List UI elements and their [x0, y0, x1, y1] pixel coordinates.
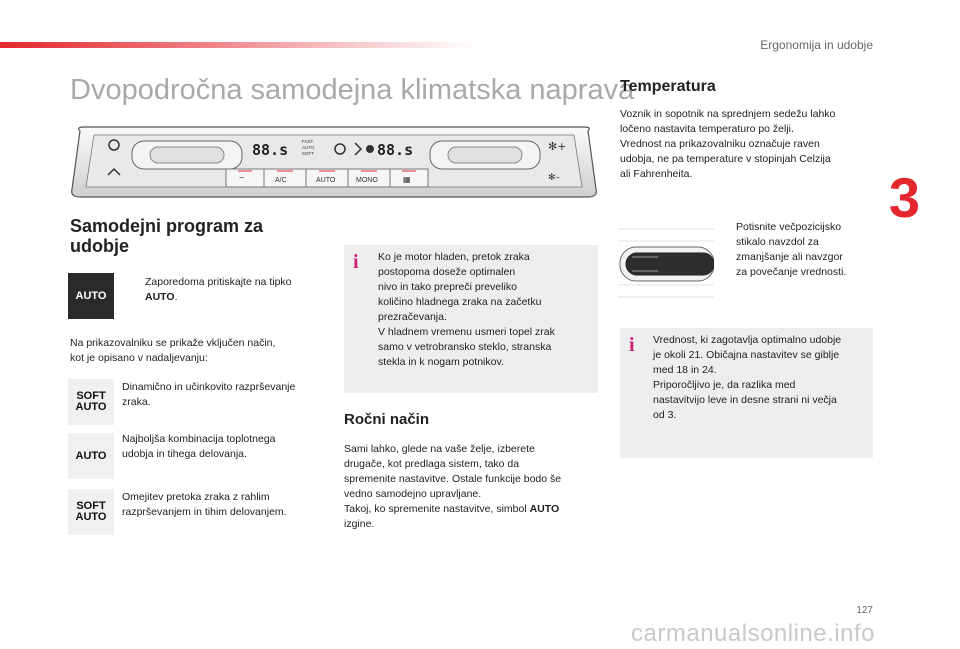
svg-text:FAST: FAST [302, 139, 314, 144]
fan-minus-icon: ✻– [548, 173, 561, 183]
info-icon: i [629, 334, 635, 356]
mode-description: Dinamično in učinkovito razprševanje zraka. [122, 381, 296, 408]
chapter-number: 3 [888, 166, 920, 229]
temperature-slider-illustration [618, 225, 714, 303]
info-box-cold-engine [344, 245, 598, 393]
info-box-temperature [620, 328, 873, 458]
page-number: 127 [856, 605, 873, 616]
temperature-instruction: Potisnite večpozicijsko stikalo navzdol za zmanjšanje ali navzgor za povečanje vrednosti. [736, 221, 847, 278]
fan-plus-icon: ✻+ [548, 140, 567, 153]
svg-text:SOFT: SOFT [302, 151, 314, 156]
windscreen-demist-icon: ⌔ [238, 175, 246, 184]
right-temp-display: 88.s [377, 141, 414, 159]
page-title: Dvopodročna samodejna klimatska naprava [70, 74, 635, 106]
section-title: Ergonomija in udobje [760, 38, 873, 52]
soft-auto-badge: SOFT AUTO [68, 489, 114, 535]
auto-button-label: AUTO [316, 177, 336, 184]
mono-button-label: MONO [356, 177, 378, 184]
manual-mode-text: Sami lahko, glede na vaše želje, izberete drugače, kot predlaga sistem, tako da spremenite nastavitve. Ostale funkcije bodo še vedno samodejno upravljane. Takoj, ko spremenite nastavitve, simbol AUTO izgine. [344, 443, 562, 530]
auto-mode-badge: AUTO [68, 433, 114, 479]
auto-instruction: Zaporedoma pritiskajte na tipko AUTO. [145, 276, 292, 303]
mode-description: Omejitev pretoka zraka z rahlim razprševanjem in tihim delovanjem. [122, 491, 287, 518]
temperature-text: Voznik in sopotnik na sprednjem sedežu lahko ločeno nastavita temperaturo po želji. Vrednost na prikazovalniku označuje raven udobja, ne pa temperature v stopinjah Celzija ali Fahrenheita. [620, 108, 836, 180]
climate-control-panel [70, 125, 598, 199]
ac-button-label: A/C [275, 177, 287, 184]
soft-auto-badge: SOFT AUTO [68, 379, 114, 425]
left-temp-display: 88.s [252, 141, 289, 159]
watermark: carmanualsonline.info [631, 620, 875, 647]
info-text: Vrednost, ki zagotavlja optimalno udobje je okoli 21. Običajna nastavitev se giblje med 18 in 24. Priporočljivo je, da razlika med nastavitvijo leve in desne strani ni večja od 3. [653, 334, 842, 421]
rear-demist-icon: ▦ [403, 175, 411, 184]
temperature-heading: Temperatura [620, 78, 716, 95]
auto-program-heading: Samodejni program za udobje [70, 216, 264, 256]
info-icon: i [353, 251, 359, 273]
svg-text:AUTO: AUTO [302, 145, 315, 150]
manual-mode-heading: Ročni način [344, 411, 430, 428]
auto-badge: AUTO [68, 273, 114, 319]
mode-description: Najboljša kombinacija toplotnega udobja in tihega delovanja. [122, 433, 276, 460]
fan-icon [366, 145, 374, 153]
display-description: Na prikazovalniku se prikaže vključen način, kot je opisano v nadaljevanju: [70, 337, 276, 364]
header-accent-bar [0, 42, 480, 48]
info-text: Ko je motor hladen, pretok zraka postopoma doseže optimalen nivo in tako prepreči preveliko količino hladnega zraka na začetku prezračevanja. V hladnem vremenu usmeri topel zrak samo v vetrobransko steklo, stranska stekla in k nogam potnikov. [378, 251, 555, 368]
button-row [226, 169, 428, 187]
